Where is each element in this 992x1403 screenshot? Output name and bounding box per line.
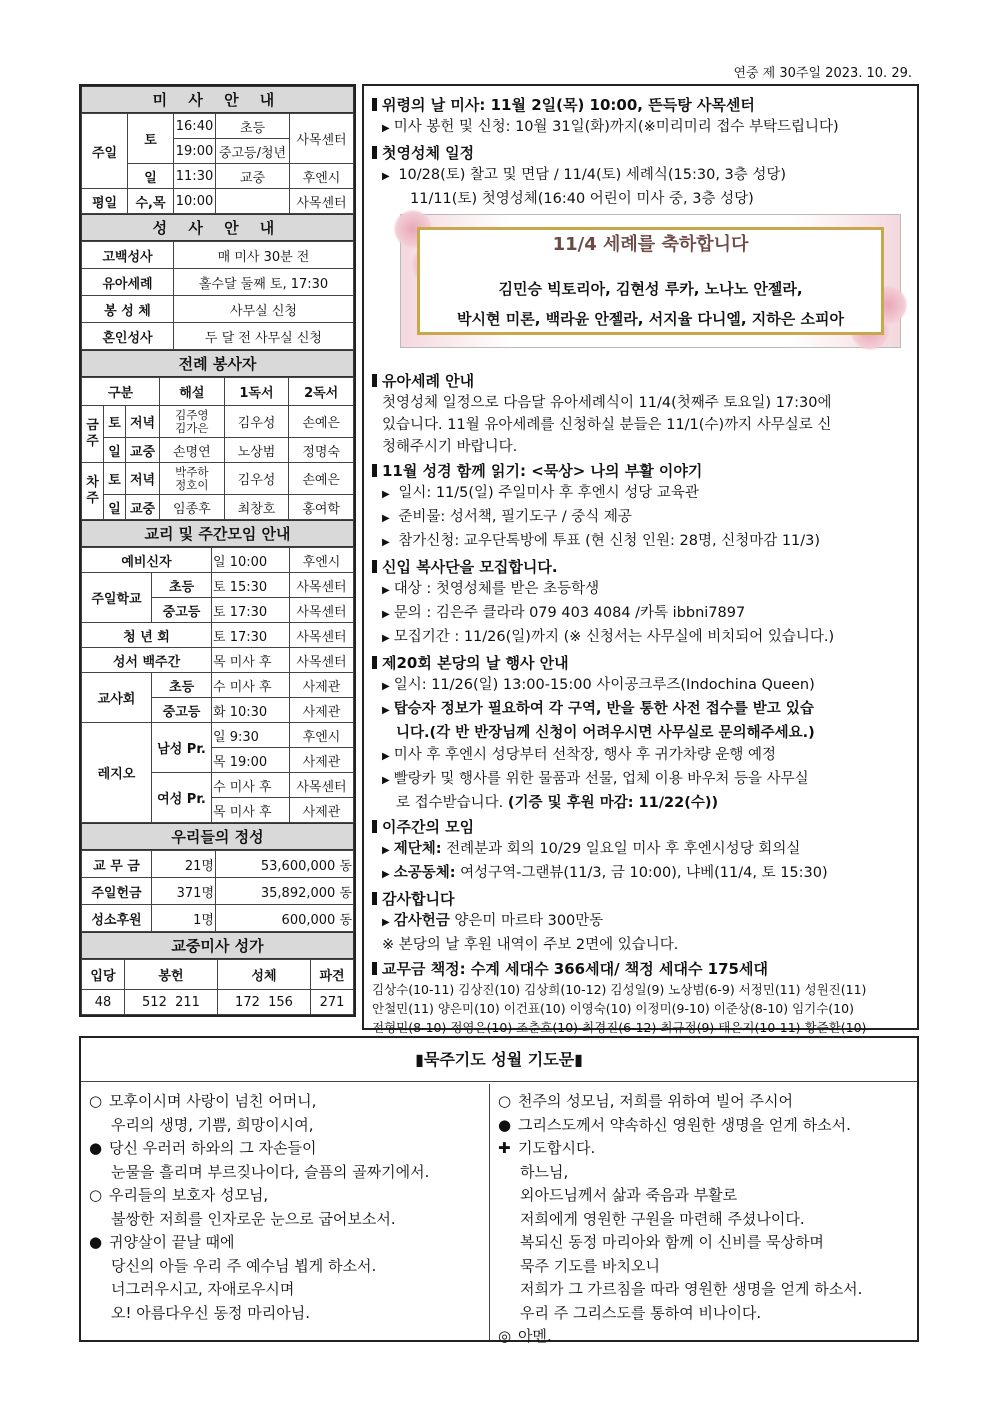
triangle-bullet-icon: ▶: [382, 775, 390, 786]
offering-name: 교 무 금: [82, 851, 152, 878]
section-heading: [372, 460, 909, 482]
offering-amount: 35,892,000 동: [216, 878, 354, 905]
parish-day-title: 제20회 본당의 날 행사 안내: [382, 654, 569, 672]
filled-circle-icon: ●: [498, 1115, 512, 1134]
mass-title: 미 사 안 내: [81, 86, 354, 113]
filled-circle-icon: ●: [89, 1233, 103, 1251]
sun-label: 일: [104, 495, 126, 520]
hymn-header: 입당: [82, 960, 125, 990]
prayer-line: [89, 1137, 481, 1161]
hymn-table: [81, 959, 354, 1015]
meeting-name: 성서 백주간: [82, 648, 212, 673]
meeting-time: 화 10:30: [212, 698, 290, 723]
all-souls-title: 위령의 날 미사: 11월 2일(목) 10:00, 뜬득탕 사목센터: [382, 96, 755, 114]
list-text: 빨랑카 및 행사를 위한 물품과 선물, 업체 이용 바우처 등을 사무실: [393, 771, 809, 787]
square-bullet-icon: [372, 962, 377, 975]
meeting-place: 후엔시: [290, 548, 354, 573]
mass-target: 초등: [216, 114, 290, 139]
reader-2: 손예은: [289, 463, 354, 495]
liturgy-title: 전례 봉사자: [81, 350, 354, 377]
prayer-text: 복되신 동정 마리아와 함께 이 신비를 묵상하며: [520, 1233, 824, 1251]
list-item: [372, 792, 909, 814]
prayer-text: 우리의 생명, 기쁨, 희망이시여,: [111, 1115, 314, 1134]
reader-1: 최창호: [224, 495, 289, 520]
meeting-place: 사제관: [290, 798, 354, 823]
list-text: 11/11(토) 첫영성체(16:40 어린이 미사 중, 3층 성당): [410, 191, 754, 207]
prayer-text: 우리들의 보호자 성모님,: [109, 1186, 269, 1204]
sacrament-value: 두 달 전 사무실 신청: [174, 323, 354, 350]
list-item: [372, 578, 909, 602]
left-column: [79, 84, 356, 1017]
prayer-text: 귀양살이 끝날 때에: [109, 1233, 235, 1251]
double-circle-icon: ◎: [498, 1327, 512, 1345]
paragraph: 첫영성체 일정으로 다음달 유아세례식이 11/4(첫째주 토요일) 17:30에: [382, 395, 832, 411]
square-bullet-icon: [372, 560, 377, 573]
hymn-value: 172 156: [217, 990, 310, 1015]
list-item: [372, 602, 909, 626]
list-item: [372, 626, 909, 650]
triangle-bullet-icon: ▶: [382, 845, 390, 856]
prayer-text: 저희에게 영원한 구원을 마련해 주셨나이다.: [520, 1209, 805, 1228]
prayer-line: [498, 1137, 909, 1161]
meeting-place: 후엔시: [290, 723, 354, 748]
dues-names: 김상수(10-11) 김상진(10) 김상희(10-12) 김성일(9) 노상범(6-9) 서정민(11) 성원진(11): [372, 982, 867, 997]
weekday-days: 수,목: [128, 189, 174, 214]
section-heading: [372, 816, 909, 838]
list-item: [372, 482, 909, 506]
sunday-label: 주일: [82, 114, 128, 189]
prayer-text: 눈물을 흘리며 부르짖나이다, 슬픔의 골짜기에서.: [111, 1162, 430, 1181]
sacrament-name: 유아세례: [82, 269, 174, 296]
hymn-value: 271: [311, 990, 354, 1015]
meeting-time: 토 15:30: [212, 573, 290, 598]
square-bullet-icon: [372, 146, 377, 159]
sacrament-value: 매 미사 30분 전: [174, 242, 354, 269]
weekday-label: 평일: [82, 189, 128, 214]
triangle-bullet-icon: ▶: [382, 513, 390, 524]
list-item: [372, 910, 909, 934]
list-text: 전례분과 회의 10/29 일요일 미사 후 후엔시성당 회의실: [441, 841, 801, 857]
triangle-bullet-icon: ▶: [382, 705, 390, 716]
list-label: 소공동체:: [393, 865, 456, 881]
list-text: 미사 후 후엔시 성당부터 선착장, 행사 후 귀가차량 운행 예정: [393, 747, 776, 763]
list-item: [372, 768, 909, 792]
mass-target: 교중: [216, 164, 290, 189]
circle-icon: ○: [89, 1092, 103, 1110]
list-text: 탑승자 정보가 필요하여 각 구역, 반을 통한 사전 접수를 받고 있습: [393, 701, 814, 717]
sun-label: 일: [104, 438, 126, 463]
triangle-bullet-icon: ▶: [382, 917, 390, 928]
list-label: 제단체:: [393, 841, 442, 857]
meeting-place: 사제관: [290, 698, 354, 723]
mass-time: 11:30: [174, 164, 216, 189]
offering-title: 우리들의 정성: [81, 823, 354, 850]
list-text: 여성구역-그랜뷰(11/3, 금 10:00), 냐베(11/4, 토 15:30): [455, 865, 828, 881]
sat-label: 토: [104, 406, 126, 438]
meeting-place: 사목센터: [290, 648, 354, 673]
triangle-bullet-icon: ▶: [382, 681, 390, 692]
prayer-text: 우리 주 그리스도를 통하여 비나이다.: [520, 1303, 762, 1322]
meeting-time: 목 미사 후: [212, 798, 290, 823]
filled-circle-icon: ●: [89, 1139, 103, 1157]
mass-time: 16:40: [174, 114, 216, 139]
meeting-place: 사목센터: [290, 623, 354, 648]
offering-amount: 53,600,000 동: [216, 851, 354, 878]
prayer-line: [89, 1184, 481, 1208]
mass-place: 사목센터: [290, 114, 354, 164]
paragraph: 있습니다. 11월 유아세례를 신청하실 분들은 11/1(수)까지 사무실로 신: [382, 417, 832, 433]
meeting-time: 토 17:30: [212, 623, 290, 648]
reader-1: 김우성: [224, 406, 289, 438]
hymn-value: 48: [82, 990, 125, 1015]
triangle-bullet-icon: ▶: [382, 609, 390, 620]
section-heading: [372, 556, 909, 578]
prayer-text: 천주의 성모님, 저희를 위하여 빌어 주시어: [518, 1092, 793, 1110]
triangle-bullet-icon: ▶: [382, 751, 390, 762]
mass-target: [216, 189, 290, 214]
female-pr-label: 여성 Pr.: [152, 773, 212, 823]
elem-label: 초등: [152, 673, 212, 698]
hymn-header: 봉헌: [124, 960, 217, 990]
evening-label: 저녁: [126, 406, 160, 438]
hymn-header: 파견: [311, 960, 354, 990]
offering-count: 1명: [152, 905, 216, 932]
meeting-place: 사목센터: [290, 773, 354, 798]
list-item: [372, 744, 909, 768]
meeting-time: 수 미사 후: [212, 773, 290, 798]
list-item: [372, 862, 909, 886]
offering-name: 주일헌금: [82, 878, 152, 905]
prayer-text: 외아드님께서 삶과 죽음과 부활로: [520, 1186, 738, 1204]
mass-target: 중고등/청년: [216, 139, 290, 164]
prayer-text: 불쌍한 저희를 인자로운 눈으로 굽어보소서.: [111, 1209, 396, 1228]
banner-title: 11/4 세례를 축하합니다: [552, 234, 749, 255]
prayer-line: [498, 1114, 909, 1138]
prayer-line: [498, 1325, 909, 1349]
sat-label: 토: [128, 114, 174, 164]
reader-2: 정명숙: [289, 438, 354, 463]
prayer-text: 하느님,: [520, 1162, 569, 1181]
mass-time: 19:00: [174, 139, 216, 164]
meeting-time: 목 미사 후: [212, 648, 290, 673]
offering-count: 371명: [152, 878, 216, 905]
thanks-title: 감사합니다: [382, 890, 455, 908]
prayer-text: 당신의 아들 우리 주 예수님 뵙게 하소서.: [111, 1256, 377, 1275]
bulletin-date: 연중 제 30주일 2023. 10. 29.: [733, 66, 912, 81]
meeting-place: 사제관: [290, 748, 354, 773]
list-text: 대상 : 첫영성체를 받은 초등학생: [393, 581, 600, 597]
list-text: 모집기간 : 11/26(일)까지 (※ 신청서는 사무실에 비치되어 있습니다.): [393, 629, 835, 645]
list-item: [372, 116, 909, 140]
mass-time: 10:00: [174, 189, 216, 214]
meetings-title: 교리 및 주간모임 안내: [81, 520, 354, 547]
triangle-bullet-icon: ▶: [382, 489, 390, 500]
prayer-text: 모후이시며 사랑이 넘친 어머니,: [109, 1092, 317, 1110]
list-item: [372, 164, 909, 188]
prayer-text: 아멘.: [518, 1327, 552, 1345]
commentator: 김주영 김가은: [160, 406, 225, 438]
prayer-box: [79, 1036, 919, 1345]
deadline-text: (기증 및 후원 마감: 11/22(수)): [507, 795, 719, 811]
male-pr-label: 남성 Pr.: [152, 723, 212, 773]
list-text: 니다.(각 반 반장님께 신청이 어려우시면 사무실로 문의해주세요.): [396, 725, 815, 741]
triangle-bullet-icon: ▶: [382, 869, 390, 880]
dues-names: 안철민(11) 양은미(10) 이건표(10) 이영숙(10) 이정미(9-10) 이준상(8-10) 임기수(10): [372, 1001, 854, 1016]
prayer-line: [498, 1090, 909, 1114]
list-text: 준비물: 성서책, 필기도구 / 중식 제공: [398, 509, 632, 525]
reader-1: 김우성: [224, 463, 289, 495]
commentator: 박주하 정호이: [160, 463, 225, 495]
list-text: 미사 봉헌 및 신청: 10월 31일(화)까지(※미리미리 접수 부탁드립니다): [393, 119, 839, 135]
liturgy-header: 1독서: [224, 378, 289, 406]
list-item: [372, 838, 909, 862]
list-item: [372, 506, 909, 530]
offering-name: 성소후원: [82, 905, 152, 932]
triangle-bullet-icon: ▶: [382, 171, 390, 182]
reader-1: 노상범: [224, 438, 289, 463]
list-label: 감사헌금: [393, 913, 450, 929]
altar-server-title: 신입 복사단을 모집합니다.: [382, 558, 558, 576]
baptism-banner: [400, 214, 901, 348]
main-mass-label: 교중: [126, 438, 160, 463]
dues-title: 교무금 책정: 수계 세대수 366세대/ 책정 세대수 175세대: [382, 960, 768, 978]
list-text: 로 접수받습니다.: [396, 795, 504, 811]
sunday-school-label: 주일학교: [82, 573, 152, 623]
triangle-bullet-icon: ▶: [382, 537, 390, 548]
hymn-header: 성체: [217, 960, 310, 990]
list-text: 일시: 11/26(일) 13:00-15:00 사이공크루즈(Indochina Queen): [393, 677, 815, 693]
square-bullet-icon: [372, 820, 377, 833]
hymn-title: 교중미사 성가: [81, 932, 354, 959]
section-heading: [372, 142, 909, 164]
list-text: 10/28(토) 찰고 및 면담 / 11/4(토) 세례식(15:30, 3층 성당): [398, 167, 787, 183]
main-mass-label: 교중: [126, 495, 160, 520]
meeting-name: 예비신자: [82, 548, 212, 573]
offering-amount: 600,000 동: [216, 905, 354, 932]
prayer-left-column: [81, 1084, 490, 1340]
paragraph: 청해주시기 바랍니다.: [382, 439, 518, 455]
prayer-text: 저희가 그 가르침을 따라 영원한 생명을 얻게 하소서.: [520, 1280, 863, 1298]
section-heading: [372, 652, 909, 674]
section-heading: [372, 94, 909, 116]
prayer-title: ▮묵주기도 성월 기도문▮: [81, 1038, 917, 1082]
banner-names: 박시현 미론, 백라윤 안젤라, 서지율 다니엘, 지하은 소피아: [457, 310, 844, 328]
triangle-bullet-icon: ▶: [382, 633, 390, 644]
commentator: 손명연: [160, 438, 225, 463]
liturgy-header: 구분: [82, 378, 160, 406]
sacrament-table: [81, 241, 354, 350]
prayer-text: 당신 우러러 하와의 그 자손들이: [109, 1139, 317, 1157]
this-week-label: 금주: [82, 406, 104, 463]
banner-names: 김민승 빅토리아, 김현성 루카, 노나노 안젤라,: [498, 280, 803, 298]
mass-table: [81, 113, 354, 214]
sacrament-name: 봉 성 체: [82, 296, 174, 323]
first-communion-title: 첫영성체 일정: [382, 144, 475, 162]
sat-label: 토: [104, 463, 126, 495]
meetings-table: [81, 547, 354, 823]
middle-label: 중고등: [152, 598, 212, 623]
liturgy-header: 2독서: [289, 378, 354, 406]
square-bullet-icon: [372, 892, 377, 905]
list-item: [372, 530, 909, 554]
list-item: [372, 698, 909, 722]
meeting-name: 청 년 회: [82, 623, 212, 648]
square-bullet-icon: [372, 656, 377, 669]
cross-icon: ✚: [498, 1139, 511, 1157]
meeting-place: 사목센터: [290, 598, 354, 623]
middle-label: 중고등: [152, 698, 212, 723]
meeting-time: 일 10:00: [212, 548, 290, 573]
square-bullet-icon: [372, 464, 377, 477]
triangle-bullet-icon: ▶: [382, 585, 390, 596]
section-heading: [372, 370, 909, 392]
meeting-time: 목 19:00: [212, 748, 290, 773]
prayer-text: 그리스도께서 약속하신 영원한 생명을 얻게 하소서.: [518, 1115, 851, 1134]
legio-label: 레지오: [82, 723, 152, 823]
mass-place: 사목센터: [290, 189, 354, 214]
prayer-line: [89, 1231, 481, 1255]
dues-names: 전형민(8-10) 정영은(10) 조춘호(10) 최경진(6-12) 최규정(9) 태은지(10-11) 황준환(10): [372, 1020, 867, 1035]
prayer-text: 기도합시다.: [518, 1139, 596, 1157]
offering-count: 21명: [152, 851, 216, 878]
hymn-value: 512 211: [124, 990, 217, 1015]
offering-table: [81, 850, 354, 932]
list-text: 일시: 11/5(일) 주일미사 후 후엔시 성당 교육관: [398, 485, 699, 501]
infant-baptism-title: 유아세례 안내: [382, 372, 475, 390]
section-heading: [372, 958, 909, 980]
next-week-label: 차주: [82, 463, 104, 520]
sacrament-title: 성 사 안 내: [81, 214, 354, 241]
prayer-text: 너그러우시고, 자애로우시며: [111, 1280, 295, 1298]
commentator: 임종후: [160, 495, 225, 520]
circle-icon: ○: [498, 1092, 512, 1110]
list-text: 양은미 마르타 300만동: [449, 913, 604, 929]
sacrament-name: 고백성사: [82, 242, 174, 269]
evening-label: 저녁: [126, 463, 160, 495]
teachers-label: 교사회: [82, 673, 152, 723]
meeting-place: 사제관: [290, 673, 354, 698]
triangle-bullet-icon: ▶: [382, 123, 390, 134]
mass-place: 후엔시: [290, 164, 354, 189]
meetings-week-title: 이주간의 모임: [382, 818, 475, 836]
sacrament-value: 홀수달 둘째 토, 17:30: [174, 269, 354, 296]
prayer-text: 묵주 기도를 바치오니: [520, 1256, 660, 1275]
prayer-line: [89, 1090, 481, 1114]
liturgy-table: [81, 377, 354, 520]
meeting-place: 사목센터: [290, 573, 354, 598]
list-item: [372, 674, 909, 698]
elem-label: 초등: [152, 573, 212, 598]
liturgy-header: 해설: [160, 378, 225, 406]
reader-2: 홍여학: [289, 495, 354, 520]
meeting-time: 일 9:30: [212, 723, 290, 748]
meeting-time: 토 17:30: [212, 598, 290, 623]
sacrament-name: 혼인성사: [82, 323, 174, 350]
square-bullet-icon: [372, 98, 377, 111]
bible-reading-title: 11월 성경 함께 읽기: <묵상> 나의 부활 이야기: [382, 462, 703, 480]
list-text: 참가신청: 교우단톡방에 투표 (현 신청 인원: 28명, 신청마감 11/3): [398, 533, 821, 549]
sun-label: 일: [128, 164, 174, 189]
right-column: [362, 84, 919, 1035]
sacrament-value: 사무실 신청: [174, 296, 354, 323]
banner-frame: [417, 227, 884, 335]
circle-icon: ○: [89, 1186, 103, 1204]
note-text: ※ 본당의 날 후원 내역이 주보 2면에 있습니다.: [382, 937, 679, 953]
prayer-right-column: [490, 1084, 917, 1345]
section-heading: [372, 888, 909, 910]
list-text: 문의 : 김은주 클라라 079 403 4084 /카톡 ibbni7897: [393, 605, 746, 621]
prayer-text: 오! 아름다우신 동정 마리아님.: [111, 1303, 310, 1322]
square-bullet-icon: [372, 374, 377, 387]
meeting-time: 수 미사 후: [212, 673, 290, 698]
reader-2: 손예은: [289, 406, 354, 438]
